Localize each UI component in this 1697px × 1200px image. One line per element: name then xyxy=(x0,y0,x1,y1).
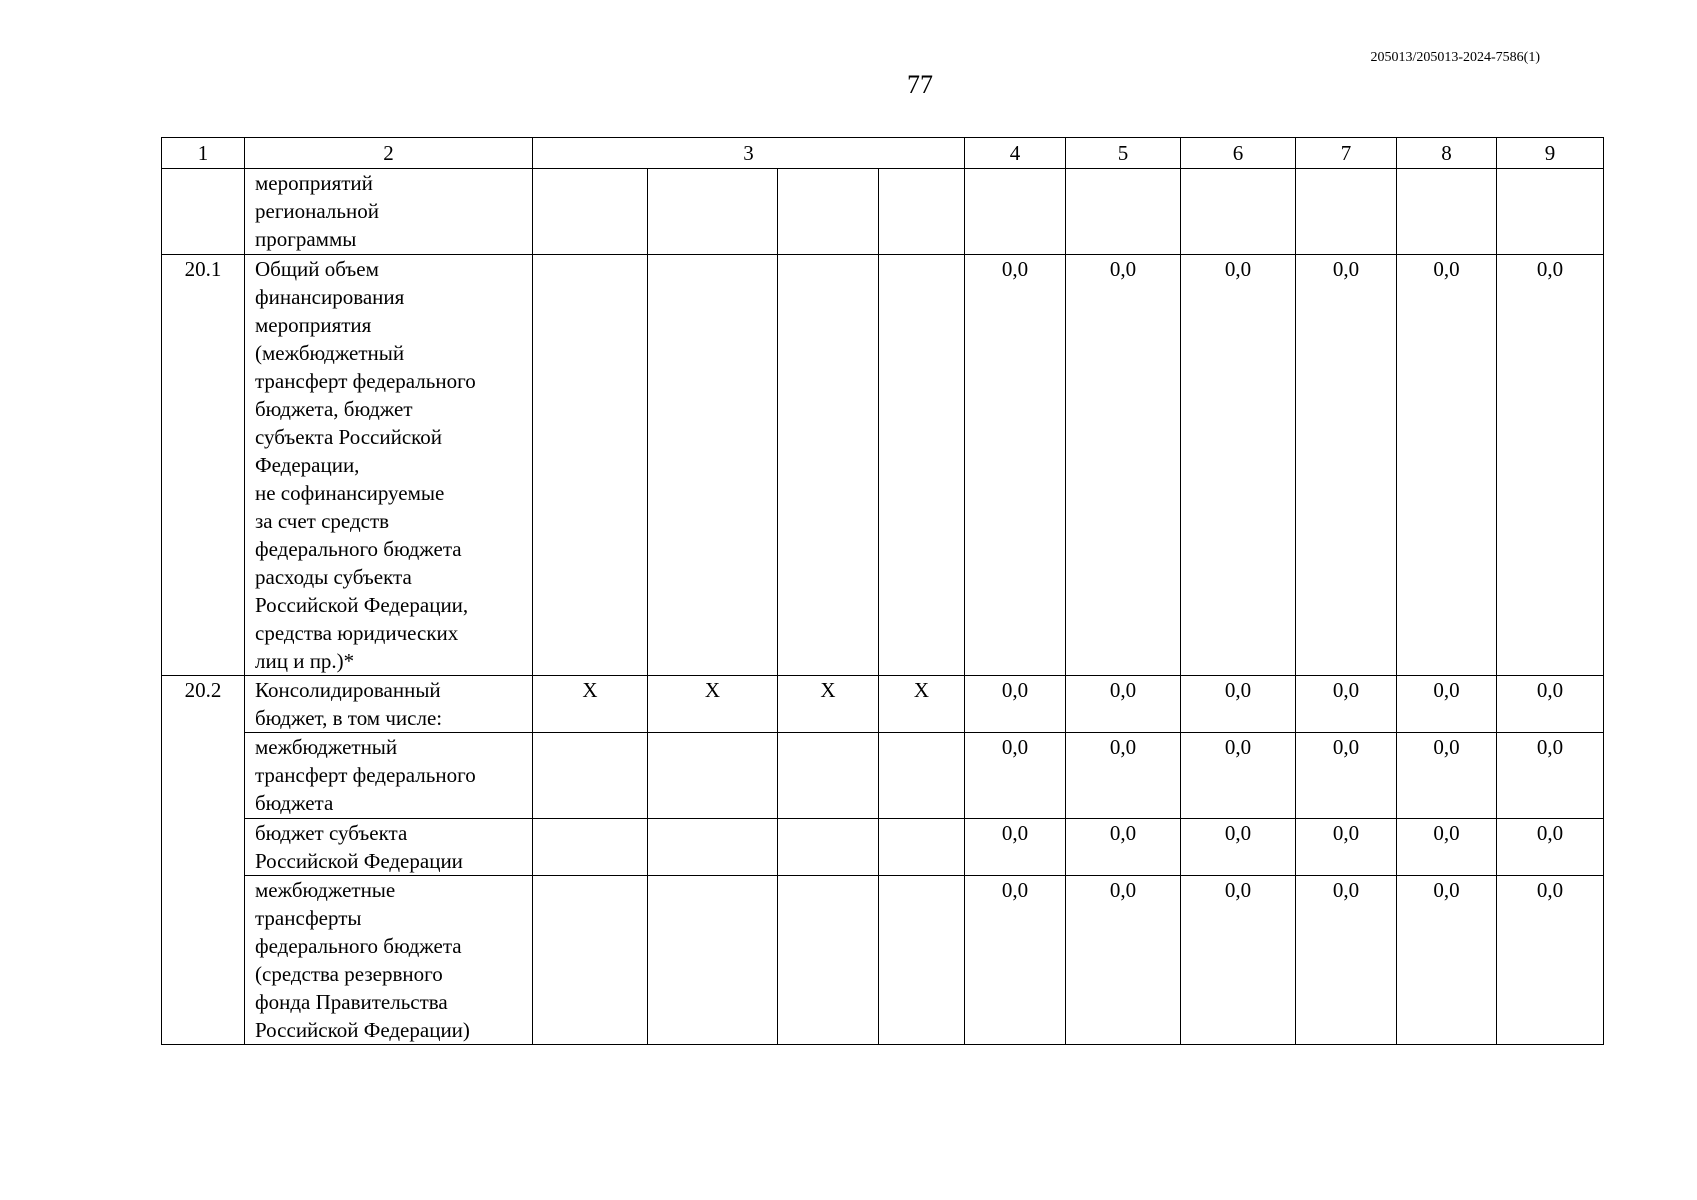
table-row xyxy=(162,169,1604,255)
cell-col3d xyxy=(879,255,965,676)
table-row xyxy=(162,733,1604,819)
row-number: 20.2 xyxy=(162,676,245,1045)
cell-col5: 0,0 xyxy=(1066,819,1181,876)
row-label: межбюджетные трансферты федерального бюджета (средства резервного фонда Правительства Российской Федерации) xyxy=(245,876,533,1045)
row-number: 20.1 xyxy=(162,255,245,676)
table-row xyxy=(162,255,1604,676)
cell-col3b: Х xyxy=(648,676,778,733)
cell-col5: 0,0 xyxy=(1066,733,1181,819)
page-number: 77 xyxy=(907,70,933,99)
row-label: межбюджетный трансферт федерального бюджета xyxy=(245,733,533,819)
cell-col3b xyxy=(648,169,778,255)
cell-col9: 0,0 xyxy=(1497,676,1604,733)
cell-col9: 0,0 xyxy=(1497,819,1604,876)
row-label: бюджет субъекта Российской Федерации xyxy=(245,819,533,876)
cell-col3c xyxy=(778,876,879,1045)
cell-col3c xyxy=(778,819,879,876)
table-row xyxy=(162,676,1604,733)
cell-col9 xyxy=(1497,169,1604,255)
column-header-8: 8 xyxy=(1397,138,1497,169)
cell-col3a xyxy=(533,255,648,676)
cell-col3a xyxy=(533,169,648,255)
cell-col3a xyxy=(533,819,648,876)
column-header-9: 9 xyxy=(1497,138,1604,169)
cell-col8: 0,0 xyxy=(1397,733,1497,819)
cell-col9: 0,0 xyxy=(1497,733,1604,819)
cell-col7: 0,0 xyxy=(1296,876,1397,1045)
cell-col7: 0,0 xyxy=(1296,676,1397,733)
cell-col6 xyxy=(1181,169,1296,255)
column-header-6: 6 xyxy=(1181,138,1296,169)
cell-col3a xyxy=(533,876,648,1045)
cell-col5: 0,0 xyxy=(1066,676,1181,733)
cell-col4: 0,0 xyxy=(965,676,1066,733)
cell-col5: 0,0 xyxy=(1066,255,1181,676)
column-header-4: 4 xyxy=(965,138,1066,169)
cell-col6: 0,0 xyxy=(1181,676,1296,733)
cell-col3a: Х xyxy=(533,676,648,733)
cell-col8: 0,0 xyxy=(1397,255,1497,676)
cell-col4: 0,0 xyxy=(965,255,1066,676)
cell-col9: 0,0 xyxy=(1497,876,1604,1045)
cell-col4: 0,0 xyxy=(965,819,1066,876)
row-label: Общий объем финансирования мероприятия (межбюджетный трансферт федерального бюджета, бюджет субъекта Российской Федерации, не софинансируемые за счет средств федерального бюджета расходы субъекта Российской Федерации, средства юридических лиц и пр.)* xyxy=(245,255,533,676)
financing-table xyxy=(161,137,1604,1045)
cell-col3c xyxy=(778,169,879,255)
column-header-2: 2 xyxy=(245,138,533,169)
cell-col4: 0,0 xyxy=(965,733,1066,819)
cell-col3b xyxy=(648,255,778,676)
cell-col4: 0,0 xyxy=(965,876,1066,1045)
column-header-5: 5 xyxy=(1066,138,1181,169)
cell-col3d xyxy=(879,733,965,819)
cell-col3c xyxy=(778,733,879,819)
column-header-7: 7 xyxy=(1296,138,1397,169)
cell-col6: 0,0 xyxy=(1181,819,1296,876)
column-header-3: 3 xyxy=(533,138,965,169)
cell-col7 xyxy=(1296,169,1397,255)
cell-col3c: Х xyxy=(778,676,879,733)
cell-col6: 0,0 xyxy=(1181,733,1296,819)
table-row xyxy=(162,876,1604,1045)
cell-col3b xyxy=(648,876,778,1045)
cell-col7: 0,0 xyxy=(1296,733,1397,819)
row-label: Консолидированный бюджет, в том числе: xyxy=(245,676,533,733)
cell-col3d: Х xyxy=(879,676,965,733)
cell-col8: 0,0 xyxy=(1397,676,1497,733)
cell-col3d xyxy=(879,876,965,1045)
cell-col7: 0,0 xyxy=(1296,255,1397,676)
cell-col9: 0,0 xyxy=(1497,255,1604,676)
cell-col3b xyxy=(648,733,778,819)
column-header-1: 1 xyxy=(162,138,245,169)
document-id: 205013/205013-2024-7586(1) xyxy=(1370,50,1540,65)
cell-col8 xyxy=(1397,169,1497,255)
cell-col3b xyxy=(648,819,778,876)
cell-col3d xyxy=(879,169,965,255)
row-label: мероприятий региональной программы xyxy=(245,169,533,255)
cell-col4 xyxy=(965,169,1066,255)
column-header-row xyxy=(162,138,1604,169)
cell-col3c xyxy=(778,255,879,676)
cell-col8: 0,0 xyxy=(1397,876,1497,1045)
cell-col8: 0,0 xyxy=(1397,819,1497,876)
cell-col7: 0,0 xyxy=(1296,819,1397,876)
cell-col6: 0,0 xyxy=(1181,255,1296,676)
cell-col5: 0,0 xyxy=(1066,876,1181,1045)
cell-col3a xyxy=(533,733,648,819)
cell-col3d xyxy=(879,819,965,876)
cell-col5 xyxy=(1066,169,1181,255)
cell-col6: 0,0 xyxy=(1181,876,1296,1045)
row-number xyxy=(162,169,245,255)
table-row xyxy=(162,819,1604,876)
